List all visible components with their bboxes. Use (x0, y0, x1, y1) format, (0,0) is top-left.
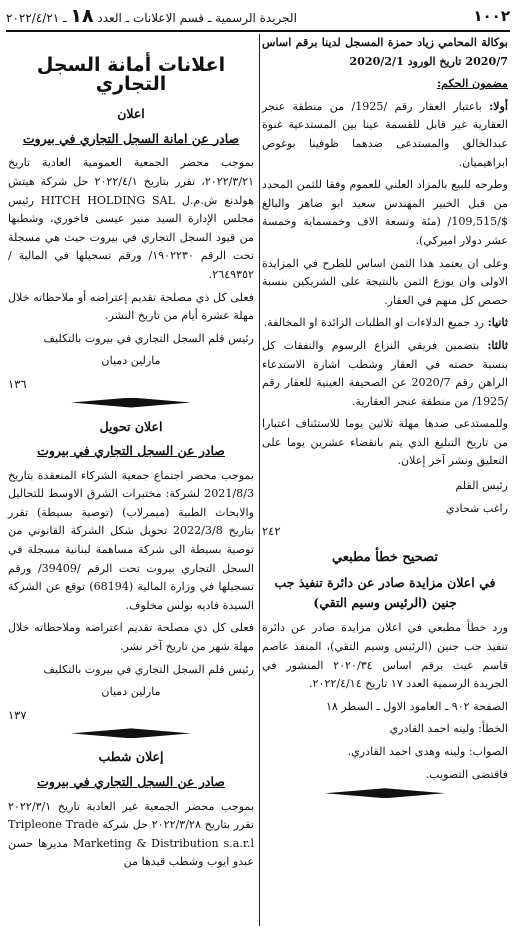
signer-name: راغب شحادي (445, 501, 508, 515)
notice-3-body-start: بموجب محضر الجمعية غير العادية تاريخ ٢٠٢٢/٣/١ تقرر بتاريخ ٢٠٢٢/٣/٢٨ حل شركة (8, 799, 254, 832)
notice-1-signer-name: مارلين دميان (101, 354, 161, 368)
notice-1-number: ١٣٦ (8, 376, 27, 391)
column-divider (259, 34, 260, 926)
correction-title: تصحيح خطأ مطبعي (332, 549, 438, 565)
third-label: ثالثا: (487, 338, 508, 352)
page-header (6, 4, 510, 28)
separator-ornament (71, 398, 191, 408)
correction-subtitle: في اعلان مزايدة صادر عن دائرة تنفيذ جب جنين (الرئيس وسيم التقي) (274, 575, 496, 611)
header-divider (6, 30, 510, 32)
first-label: أولا: (489, 99, 509, 113)
second-item (262, 314, 508, 333)
notice-2-issuer: صادر عن السجل التجاري في بيروت (37, 443, 225, 459)
separator-ornament (71, 728, 191, 738)
header-title-date: ـ ٢٠٢٢/٤/٢١ (6, 11, 67, 25)
notice-number: ٢٤٢ (262, 524, 281, 539)
notice-2-signer-title: رئيس قلم السجل التجاري في بيروت بالتكليف (43, 662, 254, 676)
separator-ornament (325, 788, 445, 798)
correction-wrong: الخطأ: ولينه احمد القادري (389, 722, 508, 736)
notice-2-body: بموجب محضر اجتماع جمعية الشركاء المنعقدة بتاريخ 2021/8/3 لشركة: مختبرات الشرق الاوسط للتحاليل والابحاث الطبية (ميمرلاب) (توصية بسيطة) تقرر بتاريخ 2022/3/8 تحويل شكل الشركة القانوني من توصية بسيطة الى شركة مساهمة لبنانية مسجلة في السجل التجاري بيروت تحت الرقم /39409/ ورقم تسجيلها في وزارة المالية (68194) توقع عن الشركة السيدة فاديه بولس مخلوف. (8, 468, 255, 612)
intro-paragraph: بوكالة المحامي زياد حمزة المسجل لدينا برقم اساس 2020/7 تاريخ الورود 2020/2/1 (262, 36, 508, 68)
notice-1-signer-title: رئيس قلم السجل التجاري في بيروت بالتكليف (43, 331, 254, 345)
header-title (6, 5, 297, 27)
left-column (8, 34, 254, 876)
correction-closing: فاقتضى التصويب. (425, 767, 508, 781)
ruling-heading: مضمون الحكم: (437, 77, 508, 91)
header-title-prefix: الجريدة الرسمية ـ قسم الاعلانات ـ العدد (97, 11, 297, 25)
section-title: اعلانات أمانة السجل التجاري (36, 54, 226, 95)
notice-3-issuer: صادر عن السجل التجاري في بيروت (37, 774, 225, 789)
notice-2-objection: فعلى كل ذي مصلحة تقديم اعتراضه وملاحظاته خلال مهلة شهر من تاريخ آخر نشر. (8, 621, 254, 654)
notice-1-body: بموجب محضر الجمعية العمومية العادية تاريخ ٢٠٢٢/٣/٢١، تقرر بتاريخ ٢٠٢٢/٤/١ حل شركة هيتش هولدنغ ش.م.ل HITCH HOLDING SAL رئيس مجلس الإدارة السيد منير عيسى فاخوري، وشطبها من قيود السجل التجاري في بيروت حيث هي مسجلة تحت الرقم ١٩٠٢٢٣٠/ ورقم تسجيلها في المالية /٢٦٤٩٣٥٢. (8, 156, 255, 281)
notice-3-body-end: s.a.r.l مديرها حسن عبدو ايوب وشطب قيدها من (8, 836, 255, 869)
third-text: بتضمين فريقي النزاع الرسوم والنفقات كل بنسبة حصته في العقار وشطب اشارة الاستدعاء الراهن رقم 2020/7 عن الصحيفة العينية للعقار رقم /1925/ من منطقة عنجر العقارية. (262, 338, 509, 408)
second-label: ثانيا: (487, 316, 508, 330)
issue-number: ١٨ (70, 5, 94, 27)
notice-2-type: اعلان تحويل (99, 418, 163, 434)
notice-1-issuer: صادر عن امانة السجل التجاري في بيروت (22, 130, 240, 146)
notice-2-signer-name: مارلين دميان (101, 685, 161, 699)
auction-paragraph: وطرحه للبيع بالمزاد العلني للعموم وفقا للثمن المحدد من قبل الخبير المهندس سعيد ابو ضاهر والبالغ $/109,515/ (مئة وتسعة الاف وخمسماية وخمسة عشر دولار اميركي). (262, 178, 508, 247)
deadline-paragraph: وللمستدعى ضدها مهلة ثلاثين يوما للاستئناف اعتبارا من تاريخ التبليغ الذي يتم بانقضاء عشرين يوما على التعليق ونشر آخر إعلان. (262, 417, 508, 468)
right-column (262, 34, 508, 808)
second-text: رد جميع الدلاءات او الطلبات الزائدة او المخالفة. (263, 316, 485, 330)
notice-1-type: اعلان (117, 106, 145, 122)
notice-1-objection: فعلى كل ذي مصلحة تقديم إعتراضه أو ملاحظاته خلال مهلة عشرة أيام من تاريخ النشر. (8, 290, 254, 323)
correction-right: الصواب: ولينه وهدى احمد القادري. (347, 745, 508, 758)
notice-3-type: إعلان شطب (98, 749, 164, 765)
notice-3-body (8, 798, 254, 872)
price-paragraph: وعلى ان يعتمد هذا الثمن اساس للطرح في المزايدة الاولى وان يوزع الثمن بالنتيجة على الشريكين بنسبة حصص كل منهم في العقار. (262, 256, 508, 307)
third-item (262, 337, 508, 411)
correction-body: ورد خطأ مطبعي في اعلان مزايدة صادر عن دائرة تنفيذ جب جنين (الرئيس وسيم التقي)، المنفذ عاصم قاسم غيث برقم اساس ٢٠٢٠/٣٤ المنشور في الجريدة الرسمية العدد ١٧ تاريخ ٢٠٢٢/٤/١٤. (262, 621, 508, 691)
page-number: ١٠٠٢ (473, 7, 510, 25)
first-item (262, 98, 508, 172)
first-text: باعتبار العقار رقم /1925/ من منطقة عنجر العقارية غير قابل للقسمة عينا بين المستدعية غنوة عبدالخالق والمستدعى ضدهما ظوفينا بوغوص ابراهيميان. (262, 99, 508, 169)
correction-location: الصفحة ٩٠٢ ـ العامود الاول ـ السطر ١٨ (325, 699, 508, 713)
notice-2-number: ١٣٧ (8, 707, 27, 722)
signer-title: رئيس القلم (455, 479, 508, 493)
notice-3-company-name: Tripleone Trade Marketing & Distribution (8, 818, 219, 850)
